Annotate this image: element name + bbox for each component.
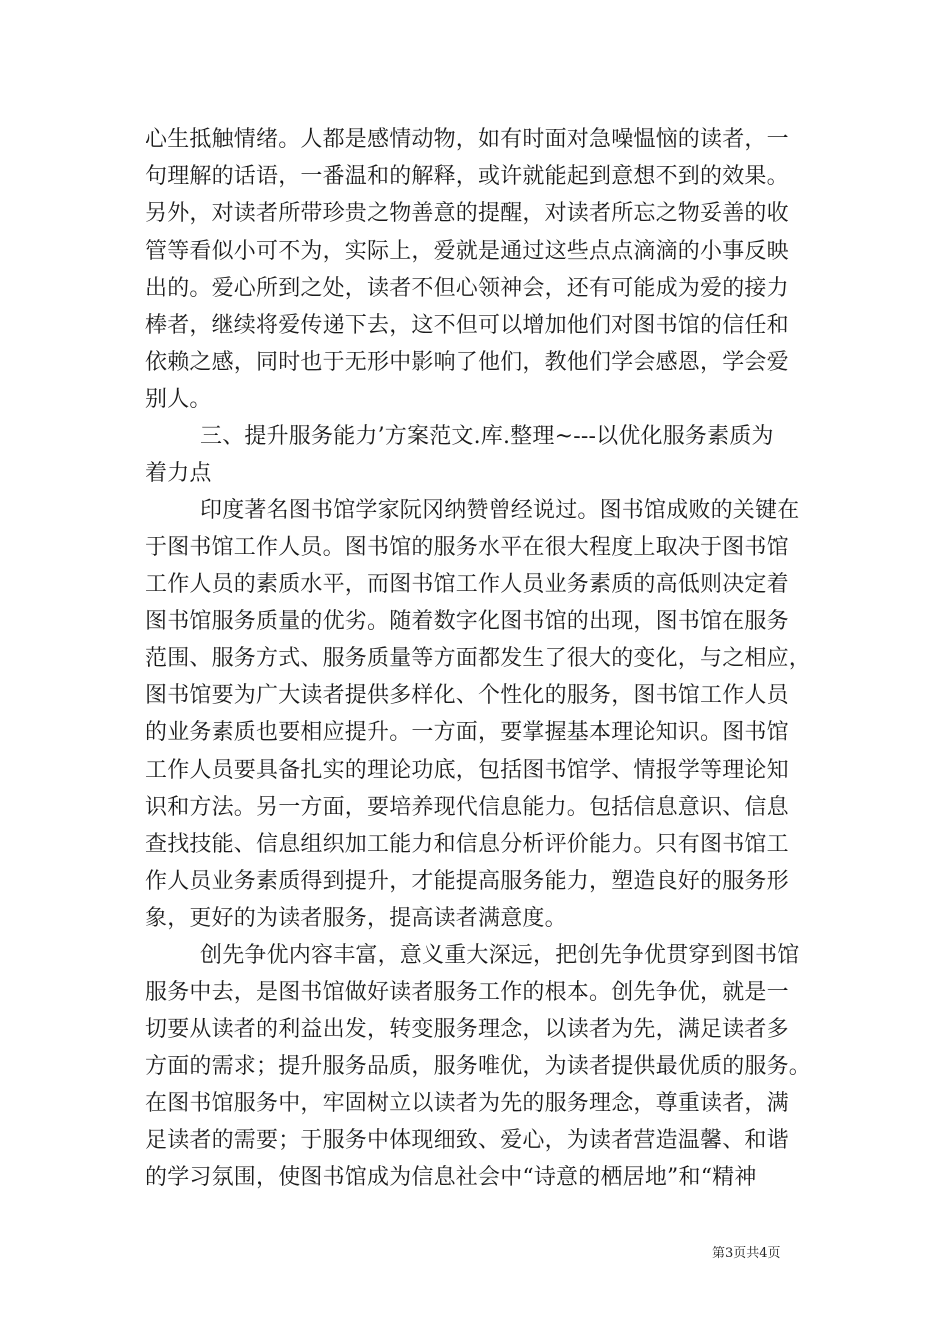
body-line: 棒者，继续将爱传递下去，这不但可以增加他们对图书馆的信任和 bbox=[145, 313, 789, 338]
body-line: 图书馆要为广大读者提供多样化、个性化的服务，图书馆工作人员 bbox=[145, 683, 789, 708]
body-line: 管等看似小可不为，实际上，爱就是通过这些点点滴滴的小事反映 bbox=[145, 239, 789, 264]
body-line: 作人员业务素质得到提升，才能提高服务能力，塑造良好的服务形 bbox=[145, 869, 789, 894]
body-line: 的业务素质也要相应提升。一方面，要掌握基本理论知识。图书馆 bbox=[145, 720, 789, 745]
body-line: 切要从读者的利益出发，转变服务理念，以读者为先，满足读者多 bbox=[145, 1017, 789, 1042]
paragraph-start-line: 创先争优内容丰富，意义重大深远，把创先争优贯穿到图书馆 bbox=[200, 943, 800, 968]
body-line: 工作人员要具备扎实的理论功底，包括图书馆学、情报学等理论知 bbox=[145, 758, 789, 783]
body-line: 识和方法。另一方面，要培养现代信息能力。包括信息意识、信息 bbox=[145, 795, 789, 820]
body-line: 方面的需求；提升服务品质，服务唯优，为读者提供最优质的服务。 bbox=[145, 1054, 812, 1079]
body-line: 句理解的话语，一番温和的解释，或许就能起到意想不到的效果。 bbox=[145, 164, 789, 189]
body-line: 的学习氛围，使图书馆成为信息社会中“诗意的栖居地”和“精神 bbox=[145, 1165, 757, 1190]
body-line: 范围、服务方式、服务质量等方面都发生了很大的变化，与之相应， bbox=[145, 646, 812, 671]
body-line: 足读者的需要；于服务中体现细致、爱心，为读者营造温馨、和谐 bbox=[145, 1128, 789, 1153]
body-line: 查找技能、信息组织加工能力和信息分析评价能力。只有图书馆工 bbox=[145, 832, 789, 857]
paragraph-start-line: 印度著名图书馆学家阮冈纳赞曾经说过。图书馆成败的关键在 bbox=[200, 498, 800, 523]
body-line: 另外，对读者所带珍贵之物善意的提醒，对读者所忘之物妥善的收 bbox=[145, 201, 789, 226]
body-line: 在图书馆服务中，牢固树立以读者为先的服务理念，尊重读者，满 bbox=[145, 1091, 789, 1116]
body-line: 别人。 bbox=[145, 387, 212, 412]
section-heading: 三、提升服务能力’方案范文.库.整理~---以优化服务素质为 bbox=[200, 424, 774, 449]
body-line: 心生抵触情绪。人都是感情动物，如有时面对急噪愠恼的读者，一 bbox=[145, 127, 789, 152]
page-number: 第3页共4页 bbox=[712, 1246, 781, 1261]
body-line: 工作人员的素质水平，而图书馆工作人员业务素质的高低则决定着 bbox=[145, 572, 789, 597]
body-line: 象，更好的为读者服务，提高读者满意度。 bbox=[145, 906, 567, 931]
body-line: 于图书馆工作人员。图书馆的服务水平在很大程度上取决于图书馆 bbox=[145, 535, 789, 560]
body-line: 图书馆服务质量的优劣。随着数字化图书馆的出现，图书馆在服务 bbox=[145, 609, 789, 634]
body-line: 依赖之感，同时也于无形中影响了他们，教他们学会感恩，学会爱 bbox=[145, 350, 789, 375]
body-line: 出的。爱心所到之处，读者不但心领神会，还有可能成为爱的接力 bbox=[145, 276, 789, 301]
section-heading-continued: 着力点 bbox=[145, 461, 212, 486]
body-line: 服务中去，是图书馆做好读者服务工作的根本。创先争优，就是一 bbox=[145, 980, 789, 1005]
